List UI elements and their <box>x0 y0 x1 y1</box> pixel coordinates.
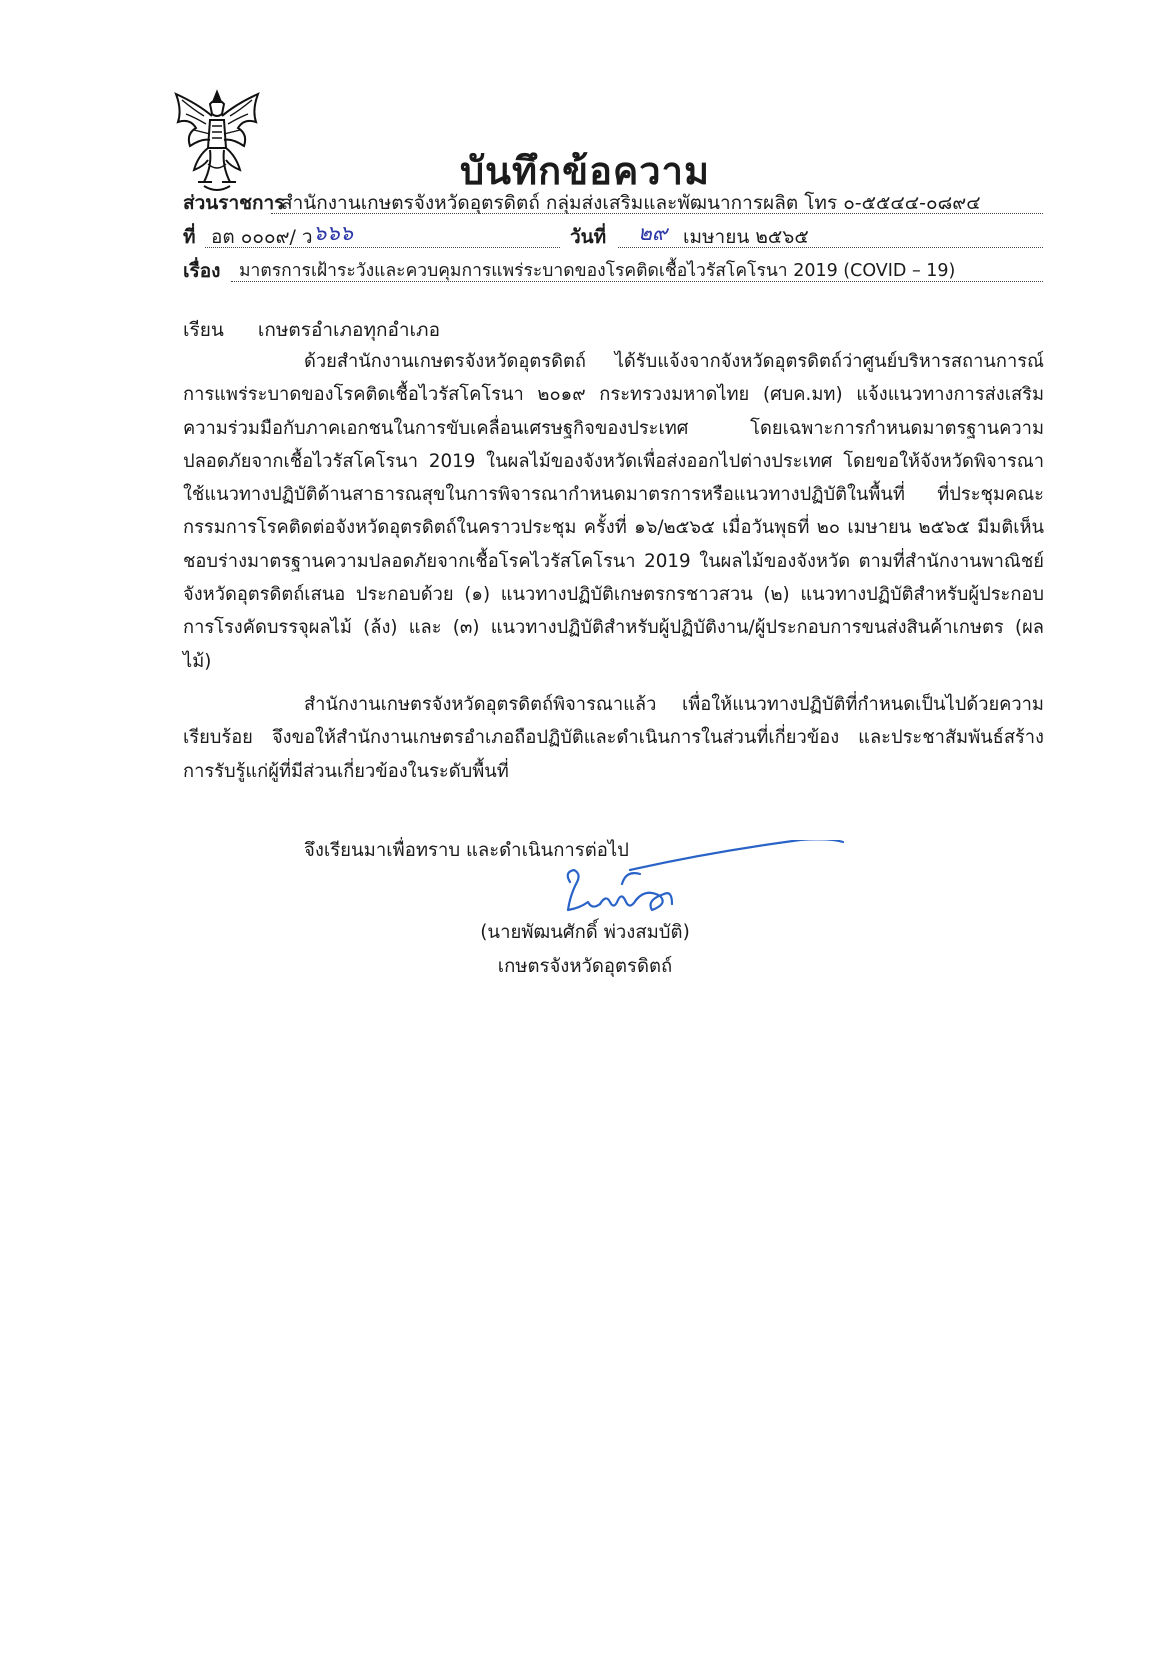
closing-line: จึงเรียนมาเพื่อทราบ และดำเนินการต่อไป <box>304 840 629 861</box>
agency-line <box>183 188 1043 218</box>
salutation-label: เรียน <box>183 319 224 341</box>
agency-label: ส่วนราชการ <box>183 192 285 214</box>
subject-value: มาตรการเฝ้าระวังและควบคุมการแพร่ระบาดของโรคติดเชื้อไวรัสโคโรนา 2019 (COVID – 19) <box>239 261 956 281</box>
signer-name: (นายพัฒนศักดิ์ พ่วงสมบัติ) <box>480 922 690 943</box>
document-title: บันทึกข้อความ <box>459 149 711 193</box>
reference-number: ๖๖๖ <box>313 221 353 245</box>
subject-line <box>183 256 1043 286</box>
salutation <box>183 315 440 345</box>
salutation-recipient: เกษตรอำเภอทุกอำเภอ <box>257 319 440 341</box>
date-month-year: เมษายน ๒๕๖๕ <box>683 226 809 248</box>
reference-date-line <box>183 222 1043 252</box>
date-label: วันที่ <box>570 226 607 248</box>
body-paragraph-1: ด้วยสำนักงานเกษตรจังหวัดอุตรดิตถ์ ได้รับแจ้งจากจังหวัดอุตรดิตถ์ว่าศูนย์บริหารสถานการณ์การแพร่ระบาดของโรคติดเชื้อไวรัสโคโรนา ๒๐๑๙ กระทรวงมหาดไทย (ศบค.มท) แจ้งแนวทางการส่งเสริมความร่วมมือกับภาคเอกชนในการขับเคลื่อนเศรษฐกิจของประเทศ โดยเฉพาะการกำหนดมาตรฐานความปลอดภัยจากเชื้อไวรัสโคโรนา 2019 ในผลไม้ของจังหวัดเพื่อส่งออกไปต่างประเทศ โดยขอให้จังหวัดพิจารณาใช้แนวทางปฏิบัติด้านสาธารณสุขในการพิจารณากำหนดมาตรการหรือแนวทางปฏิบัติในพื้นที่ ที่ประชุมคณะกรรมการโรคติดต่อจังหวัดอุตรดิตถ์ในคราวประชุม ครั้งที่ ๑๖/๒๕๖๕ เมื่อวันพุธที่ ๒๐ เมษายน ๒๕๖๕ มีมติเห็นชอบร่างมาตรฐานความปลอดภัยจากเชื้อโรคไวรัสโคโรนา 2019 ในผลไม้ของจังหวัด ตามที่สำนักงานพาณิชย์จังหวัดอุตรดิตถ์เสนอ ประกอบด้วย (๑) แนวทางปฏิบัติเกษตรกรชาวสวน (๒) แนวทางปฏิบัติสำหรับผู้ประกอบการโรงคัดบรรจุผลไม้ (ล้ง) และ (๓) แนวทางปฏิบัติสำหรับผู้ปฏิบัติงาน/ผู้ประกอบการขนส่งสินค้าเกษตร (ผลไม้) <box>183 351 1044 672</box>
date-dotted-line <box>618 247 1043 248</box>
reference-value: อต ๐๐๐๙/ ว <box>211 226 313 248</box>
date-day: ๒๙ <box>638 221 668 245</box>
signer-position: เกษตรจังหวัดอุตรดิตถ์ <box>497 956 673 977</box>
reference-label: ที่ <box>183 226 196 248</box>
subject-label: เรื่อง <box>183 260 221 282</box>
body-paragraph-2: สำนักงานเกษตรจังหวัดอุตรดิตถ์พิจารณาแล้ว เพื่อให้แนวทางปฏิบัติที่กำหนดเป็นไปด้วยความเรียบร้อย จึงขอให้สำนักงานเกษตรอำเภอถือปฏิบัติและดำเนินการในส่วนที่เกี่ยวข้อง และประชาสัมพันธ์สร้างการรับรู้แก่ผู้ที่มีส่วนเกี่ยวข้องในระดับพื้นที่ <box>183 694 1044 782</box>
agency-value: สำนักงานเกษตรจังหวัดอุตรดิตถ์ กลุ่มส่งเสริมและพัฒนาการผลิต โทร ๐-๕๕๔๔-๐๘๙๔ <box>281 192 981 214</box>
